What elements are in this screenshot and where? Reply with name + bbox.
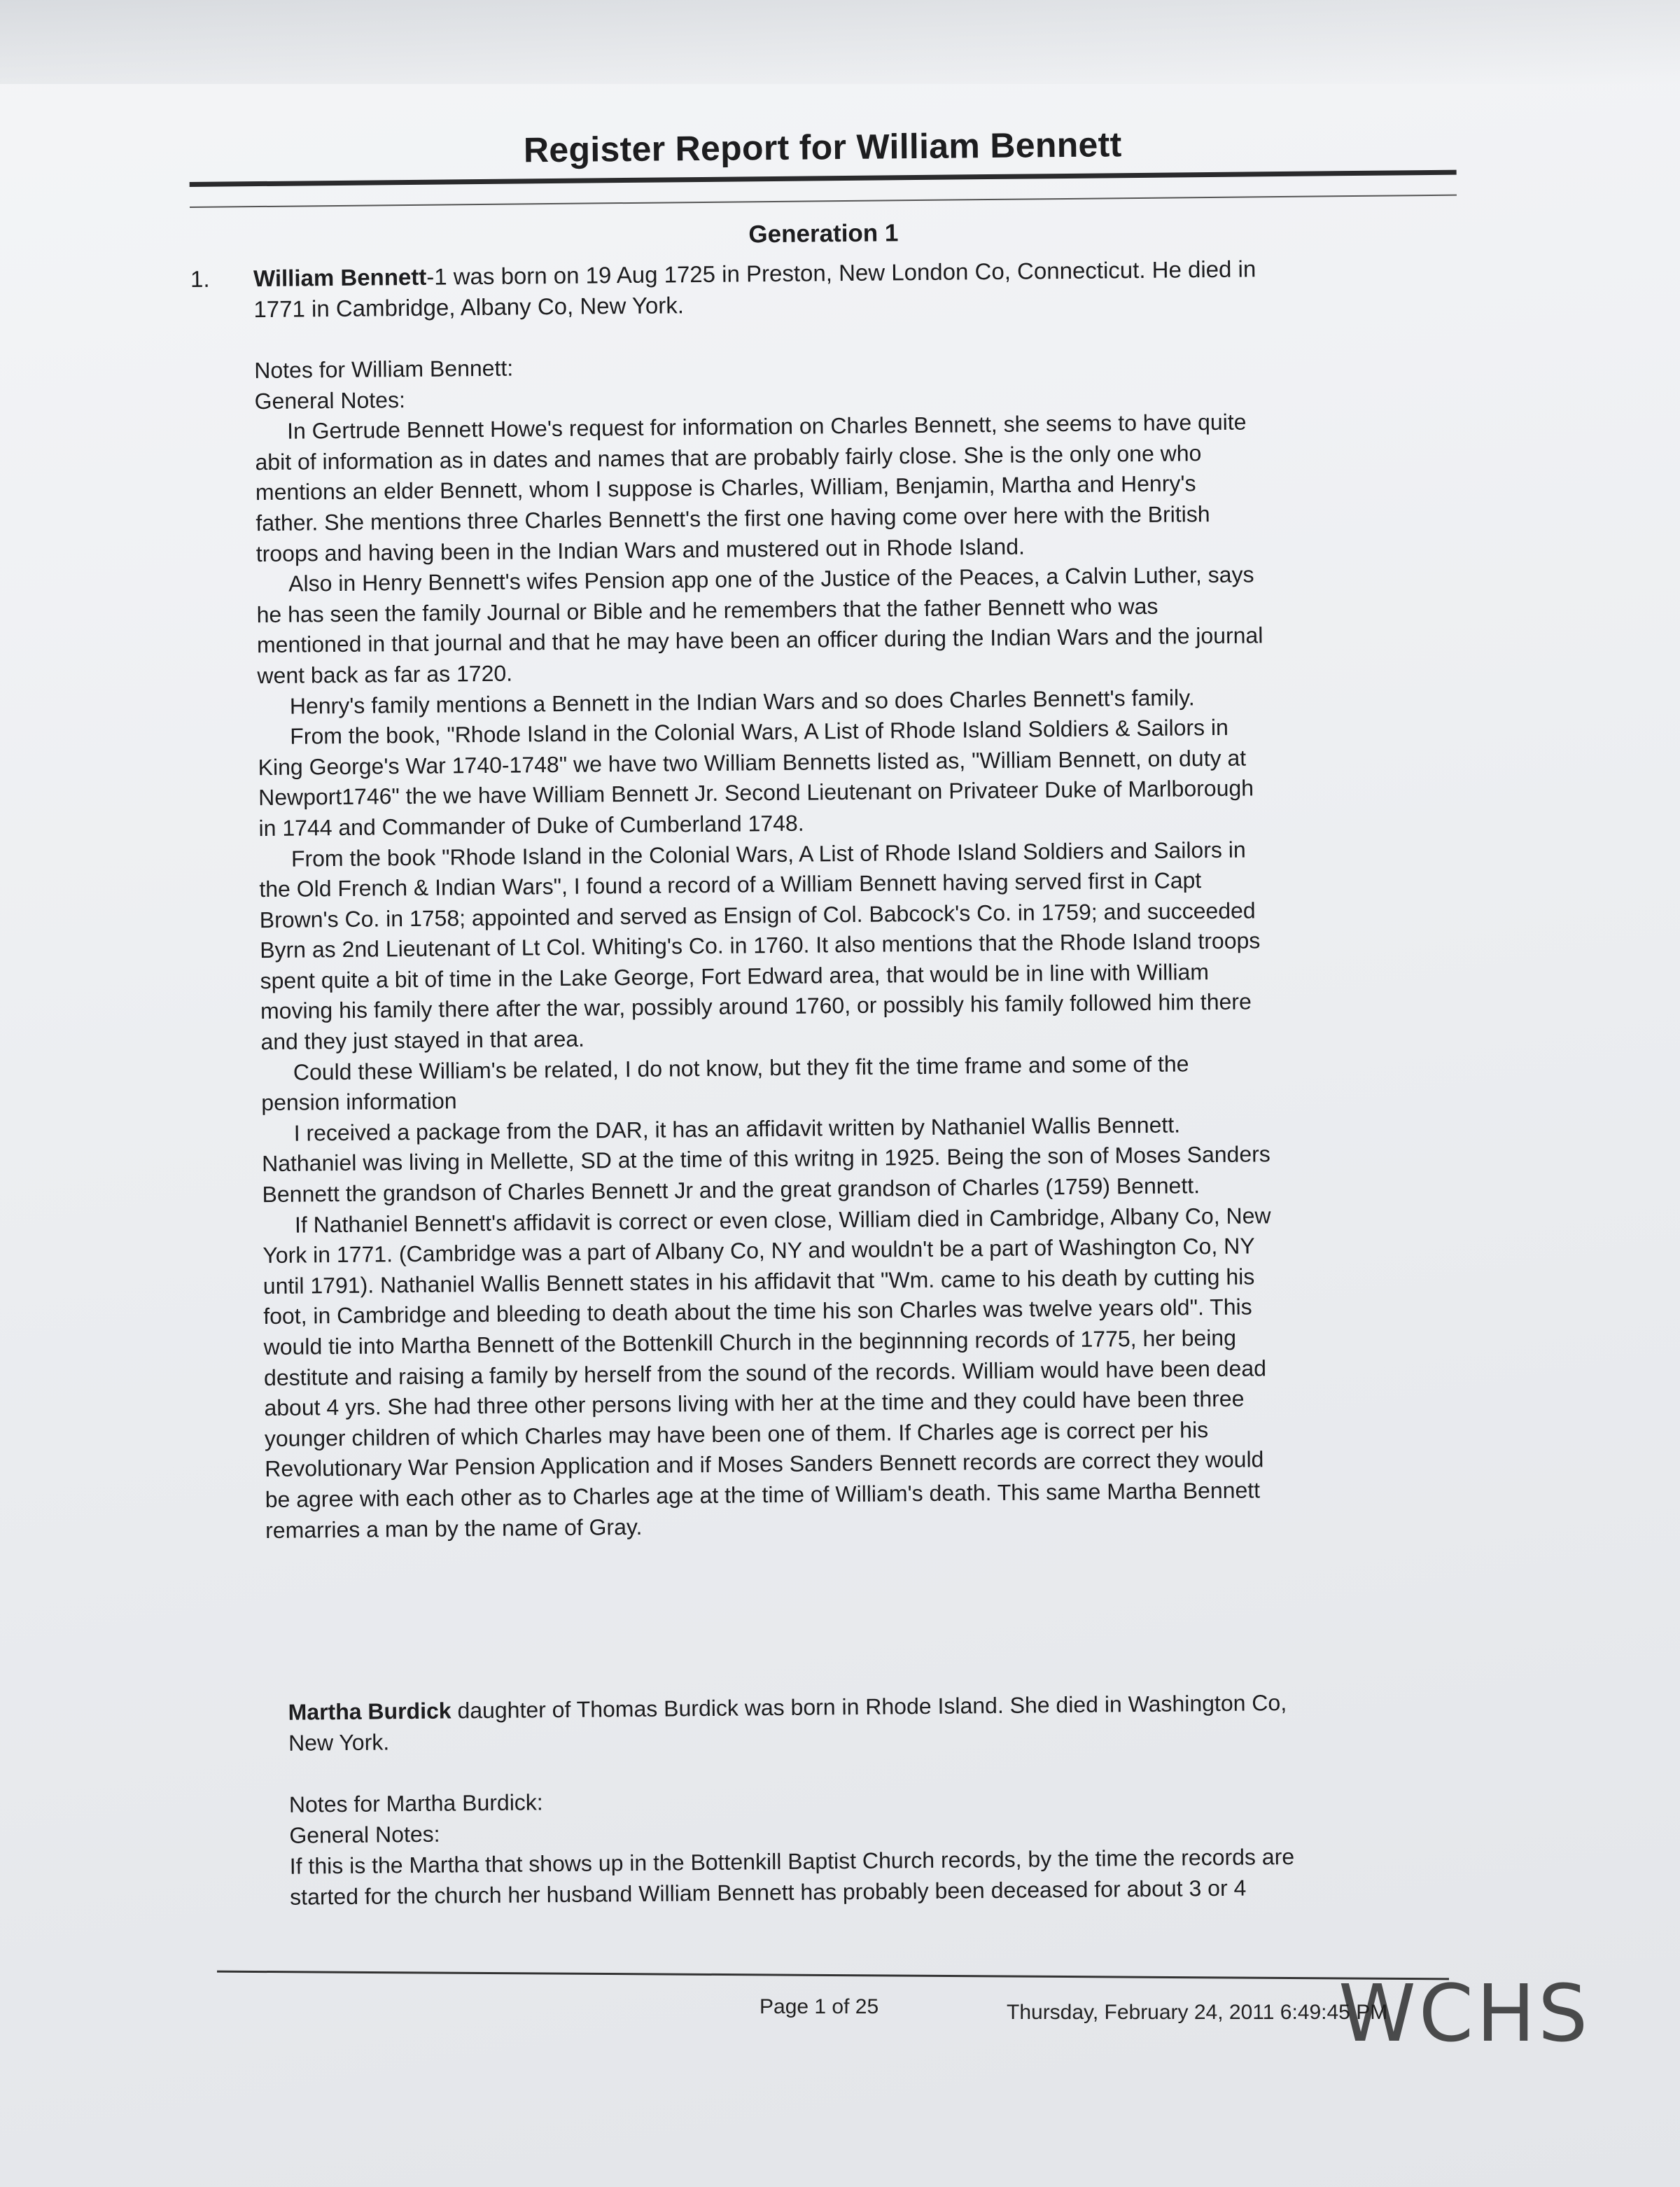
spouse-notes-line: started for the church her husband William Bennett has probably been deceased for about 3 or 4: [290, 1875, 1247, 1910]
spouse-notes-subheading: General Notes:: [289, 1821, 440, 1848]
notes-william: [191, 344, 1469, 1546]
notes-line: foot, in Cambridge and bleeding to death about the time his son Charles was twelve years old". This: [263, 1294, 1252, 1329]
watermark-logo: WCHS: [1338, 1969, 1591, 2060]
title-rule: [190, 170, 1457, 187]
notes-paragraph: [262, 1199, 1470, 1546]
report-content: [189, 121, 1473, 1913]
notes-line: until 1791). Nathaniel Wallis Bennett states in his affidavit that "Wm. came to his death by cutting his: [262, 1264, 1255, 1299]
notes-line: moving his family there after the war, possibly around 1760, or possibly his family followed him there: [260, 988, 1252, 1024]
notes-line: I received a package from the DAR, it has an affidavit written by Nathaniel Wallis Bennett.: [293, 1112, 1181, 1146]
generation-heading: Generation 1: [748, 219, 899, 249]
notes-line: Brown's Co. in 1758; appointed and served as Ensign of Col. Babcock's Co. in 1759; and succeeded: [259, 897, 1256, 932]
notes-line: Could these William's be related, I do not know, but they fit the time frame and some of the: [293, 1051, 1189, 1085]
paper-fold-shadow: [0, 0, 1680, 84]
notes-line: Also in Henry Bennett's wifes Pension app one of the Justice of the Peaces, a Calvin Luther, says: [288, 561, 1254, 596]
notes-line: about 4 yrs. She had three other persons living with her at the time and they could have been three: [264, 1385, 1245, 1421]
notes-line: destitute and raising a family by herself from the sound of the records. William would have been dead: [263, 1355, 1267, 1390]
notes-line: he has seen the family Journal or Bible and he remembers that the father Bennett who was: [256, 593, 1158, 627]
notes-line: From the book, "Rhode Island in the Colonial Wars, A List of Rhode Island Soldiers & Sailors in: [290, 714, 1229, 749]
spouse-notes-line: If this is the Martha that shows up in the Bottenkill Baptist Church records, by the time the records are: [289, 1844, 1295, 1879]
entry-william-bennett: [190, 252, 1458, 326]
footer-rule: [217, 1971, 1449, 1980]
entry-line: 1771 in Cambridge, Albany Co, New York.: [253, 292, 685, 323]
notes-line: Revolutionary War Pension Application and if Moses Sanders Bennett records are correct they would: [265, 1446, 1264, 1482]
spouse-name: Martha Burdick: [288, 1698, 451, 1725]
notes-line: Henry's family mentions a Bennett in the Indian Wars and so does Charles Bennett's family.: [289, 684, 1195, 719]
report-title: Register Report for William Bennett: [523, 125, 1122, 170]
notes-line: Nathaniel was living in Mellette, SD at the time of this writng in 1925. Being the son of Moses Sanders: [261, 1141, 1270, 1177]
notes-line: remarries a man by the name of Gray.: [265, 1514, 643, 1543]
title-rule-thin: [190, 195, 1457, 208]
entry-name-suffix: -1: [426, 263, 447, 290]
notes-line: From the book "Rhode Island in the Colonial Wars, A List of Rhode Island Soldiers and Sailors in: [290, 837, 1246, 872]
spouse-martha-burdick: [204, 1686, 1473, 1913]
notes-line: If Nathaniel Bennett's affidavit is correct or even close, William died in Cambridge, Albany Co, New: [294, 1202, 1271, 1238]
notes-line: would tie into Martha Bennett of the Bottenkill Church in the beginnning records of 1775, her being: [263, 1325, 1237, 1360]
notes-line: King George's War 1740-1748" we have two William Bennetts listed as, "William Bennett, on duty at: [258, 745, 1247, 780]
notes-subheading: General Notes:: [254, 386, 406, 414]
footer-page-number: Page 1 of 25: [760, 1995, 879, 2018]
notes-line: mentioned in that journal and that he may have been an officer during the Indian Wars and the journal: [256, 622, 1264, 658]
notes-line: went back as far as 1720.: [257, 660, 513, 689]
notes-paragraph: [262, 1107, 1466, 1210]
notes-line: younger children of which Charles may have been one of them. If Charles age is correct per his: [264, 1416, 1209, 1451]
notes-line: In Gertrude Bennett Howe's request for information on Charles Bennett, she seems to have quite: [286, 409, 1247, 444]
entry-number: 1.: [190, 265, 210, 292]
spouse-text: daughter of Thomas Burdick was born in Rhode Island. She died in Washington Co,: [451, 1690, 1287, 1724]
notes-paragraph: [261, 1046, 1466, 1119]
notes-line: pension information: [261, 1088, 457, 1116]
notes-line: Byrn as 2nd Lieutenant of Lt Col. Whiting's Co. in 1760. It also mentions that the Rhode Island troops: [260, 928, 1261, 963]
notes-line: and they just stayed in that area.: [260, 1026, 585, 1055]
notes-line: spent quite a bit of time in the Lake George, Fort Edward area, that would be in line with William: [260, 958, 1210, 993]
notes-line: mentions an elder Bennett, whom I suppose is Charles, William, Benjamin, Martha and Henry's: [255, 470, 1196, 505]
notes-line: in 1744 and Commander of Duke of Cumberland 1748.: [258, 810, 804, 841]
entry-name: William Bennett: [253, 263, 427, 292]
notes-line: be agree with each other as to Charles age at the time of William's death. This same Martha Bennett: [265, 1477, 1261, 1513]
notes-line: the Old French & Indian Wars", I found a record of a William Bennett having served first in Capt: [259, 867, 1202, 902]
spouse-line: New York.: [288, 1729, 390, 1756]
notes-line: troops and having been in the Indian Wars and mustered out in Rhode Island.: [255, 533, 1026, 566]
notes-paragraph: [258, 711, 1463, 844]
notes-heading: Notes for William Bennett:: [254, 355, 514, 384]
spouse-notes-heading: Notes for Martha Burdick:: [288, 1789, 543, 1817]
notes-paragraphs: [255, 405, 1469, 1546]
notes-paragraph: [255, 405, 1460, 569]
footer-date: Thursday, February 24, 2011 6:49:45 PM: [1007, 2001, 1388, 2024]
notes-paragraph: [256, 558, 1462, 692]
notes-line: York in 1771. (Cambridge was a part of Albany Co, NY and wouldn't be a part of Washington Co, NY: [262, 1233, 1255, 1269]
notes-line: Newport1746" the we have William Bennett Jr. Second Lieutenant on Privateer Duke of Marlborough: [258, 775, 1254, 811]
notes-line: father. She mentions three Charles Bennett's the first one having come over here with the British: [255, 501, 1210, 536]
notes-line: Bennett the grandson of Charles Bennett Jr and the great grandson of Charles (1759) Bennett.: [262, 1173, 1200, 1208]
notes-paragraph: [259, 832, 1465, 1058]
notes-line: abit of information as in dates and names that are probably fairly close. She is the only one who: [255, 440, 1202, 475]
entry-text: was born on 19 Aug 1725 in Preston, New London Co, Connecticut. He died in: [447, 256, 1256, 290]
